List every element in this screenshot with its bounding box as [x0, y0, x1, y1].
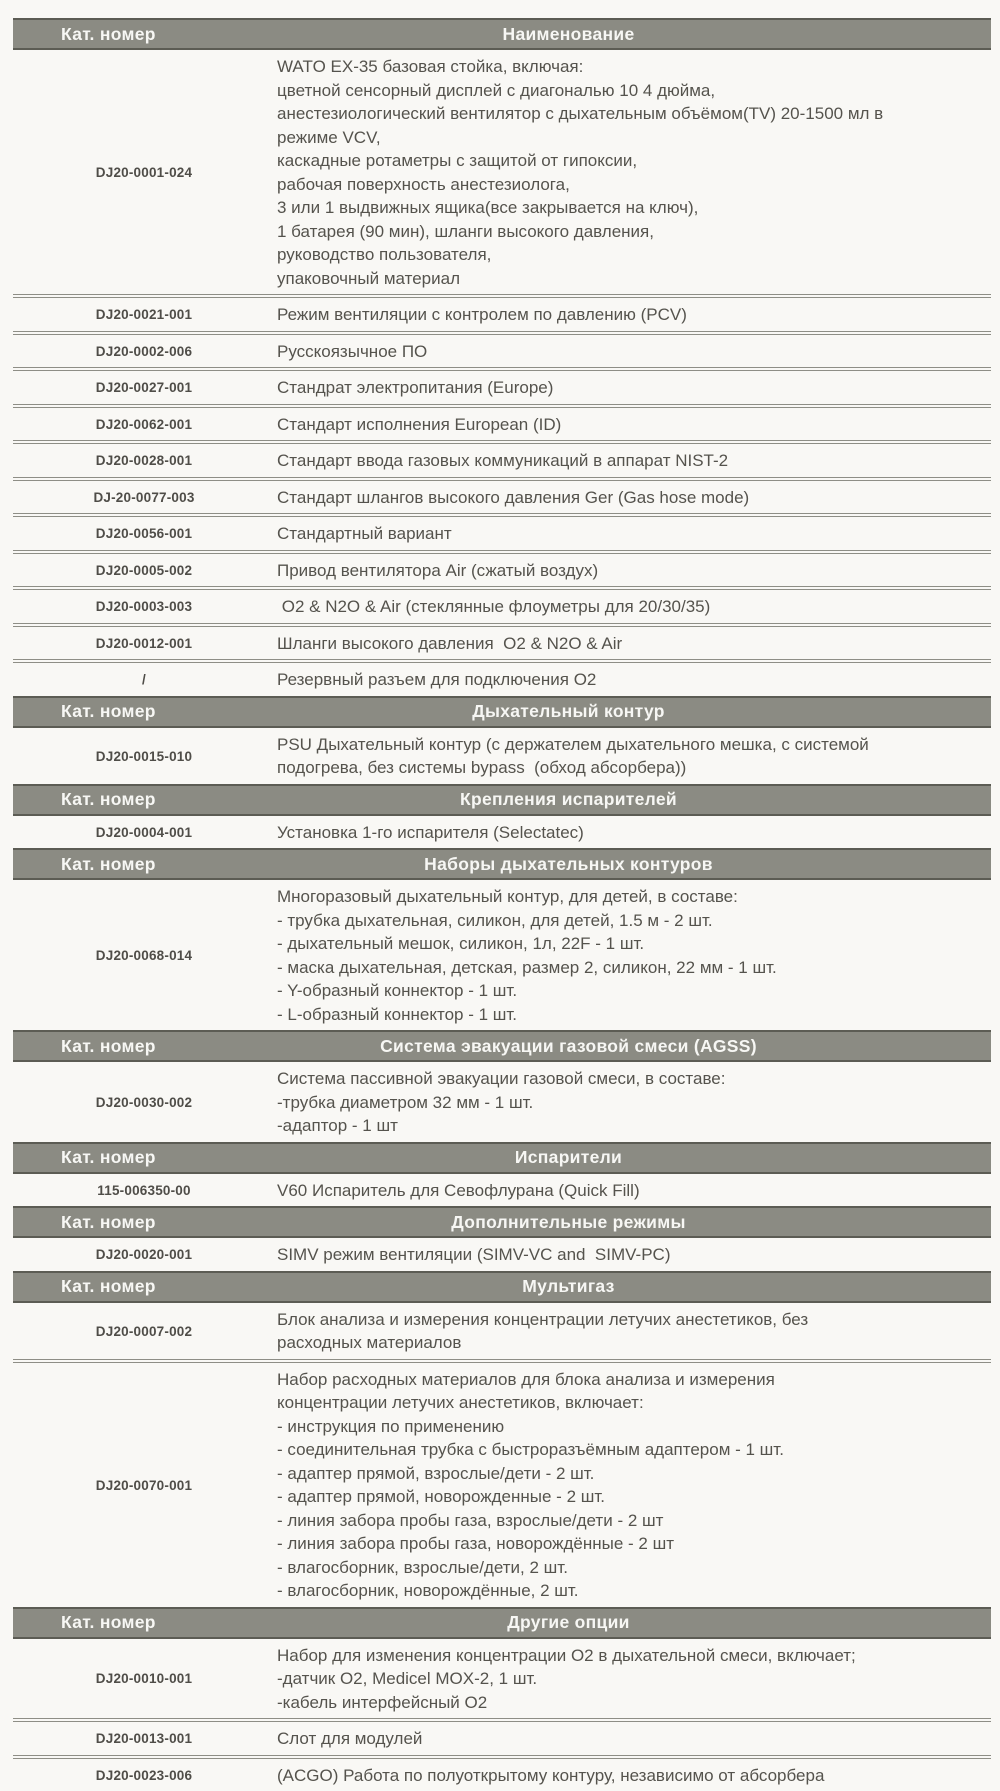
description-line: - влагосборник, новорождённые, 2 шт. — [277, 1579, 985, 1603]
catalog-number-cell: DJ20-0027-001 — [13, 374, 275, 402]
table-row — [13, 663, 991, 696]
description-line: -датчик O2, Medicel MOX-2, 1 шт. — [277, 1667, 985, 1691]
section-title: Крепления испарителей — [266, 789, 991, 810]
table-row — [13, 1174, 991, 1207]
description-cell — [275, 1241, 991, 1269]
table-row — [13, 1639, 991, 1723]
description-line: Система пассивной эвакуации газовой смеси, в составе: — [277, 1067, 985, 1091]
catalog-number-cell: DJ20-0010-001 — [13, 1642, 275, 1717]
description-line: -адаптор - 1 шт — [277, 1114, 985, 1138]
description-line: Набор расходных материалов для блока анализа и измерения — [277, 1368, 985, 1392]
catalog-column-header: Кат. номер — [13, 789, 266, 810]
description-cell — [275, 1642, 991, 1717]
description-line: Привод вентилятора Air (сжатый воздух) — [277, 559, 985, 583]
description-cell — [275, 630, 991, 658]
description-line: цветной сенсорный дисплей с диагональю 10 4 дюйма, — [277, 79, 985, 103]
catalog-number-cell: DJ20-0028-001 — [13, 447, 275, 475]
description-cell — [275, 374, 991, 402]
catalog-number-cell: DJ20-0023-006 — [13, 1762, 275, 1790]
description-line: Стандрат электропитания (Europe) — [277, 376, 985, 400]
description-line: WATO EX-35 базовая стойка, включая: — [277, 55, 985, 79]
section-title: Испарители — [266, 1147, 991, 1168]
catalog-number-cell: DJ20-0007-002 — [13, 1306, 275, 1357]
section-header — [13, 1271, 991, 1303]
table-row — [13, 1759, 991, 1791]
table-row — [13, 554, 991, 591]
description-line: Стандарт ввода газовых коммуникаций в аппарат NIST-2 — [277, 449, 985, 473]
description-line: - соединительная трубка с быстроразъёмным адаптером - 1 шт. — [277, 1438, 985, 1462]
section-header — [13, 696, 991, 728]
description-line: Русскоязычное ПО — [277, 340, 985, 364]
section-header — [13, 1206, 991, 1238]
description-cell — [275, 593, 991, 621]
description-cell — [275, 1366, 991, 1605]
table-row — [13, 627, 991, 664]
description-line: Стандартный вариант — [277, 522, 985, 546]
description-line: упаковочный материал — [277, 267, 985, 291]
description-line: - адаптер прямой, взрослые/дети - 2 шт. — [277, 1462, 985, 1486]
description-cell — [275, 1762, 991, 1790]
description-line: - трубка дыхательная, силикон, для детей, 1.5 м - 2 шт. — [277, 909, 985, 933]
section-header — [13, 1607, 991, 1639]
description-line: Стандарт исполнения European (ID) — [277, 413, 985, 437]
spec-table — [13, 18, 991, 1791]
description-line: PSU Дыхательный контур (с держателем дыхательного мешка, с системой — [277, 733, 985, 757]
description-line: анестезиологический вентилятор с дыхательным объёмом(TV) 20-1500 мл в — [277, 102, 985, 126]
description-line: - влагосборник, взрослые/дети, 2 шт. — [277, 1556, 985, 1580]
description-line: 1 батарея (90 мин), шланги высокого давления, — [277, 220, 985, 244]
description-cell — [275, 301, 991, 329]
description-line: (ACGO) Работа по полуоткрытому контуру, независимо от абсорбера — [277, 1764, 985, 1788]
description-line: Резервный разъем для подключения O2 — [277, 668, 985, 692]
description-line: - L-образный коннектор - 1 шт. — [277, 1003, 985, 1027]
description-cell — [275, 819, 991, 847]
description-cell — [275, 484, 991, 512]
table-row — [13, 728, 991, 784]
section-title: Мультигаз — [266, 1276, 991, 1297]
catalog-column-header: Кат. номер — [13, 854, 266, 875]
description-line: Режим вентиляции с контролем по давлению (PCV) — [277, 303, 985, 327]
description-line: - дыхательный мешок, силикон, 1л, 22F - 1 шт. — [277, 932, 985, 956]
description-line: 3 или 1 выдвижных ящика(все закрывается на ключ), — [277, 196, 985, 220]
description-line: Блок анализа и измерения концентрации летучих анестетиков, без — [277, 1308, 985, 1332]
catalog-number-cell: DJ20-0005-002 — [13, 557, 275, 585]
description-line: - линия забора пробы газа, взрослые/дети - 2 шт — [277, 1509, 985, 1533]
table-row — [13, 1238, 991, 1271]
table-row — [13, 517, 991, 554]
description-line: - адаптер прямой, новорожденные - 2 шт. — [277, 1485, 985, 1509]
table-row — [13, 1303, 991, 1363]
table-row — [13, 1722, 991, 1759]
description-line: режиме VCV, — [277, 126, 985, 150]
catalog-number-cell: DJ20-0015-010 — [13, 731, 275, 782]
description-cell — [275, 557, 991, 585]
description-cell — [275, 1065, 991, 1140]
description-cell — [275, 338, 991, 366]
description-line: O2 & N2O & Air (стеклянные флоуметры для 20/30/35) — [277, 595, 985, 619]
catalog-number-cell: DJ20-0003-003 — [13, 593, 275, 621]
description-line: подогрева, без системы bypass (обход абсорбера)) — [277, 756, 985, 780]
description-line: Многоразовый дыхательный контур, для детей, в составе: — [277, 885, 985, 909]
description-line: руководство пользователя, — [277, 243, 985, 267]
description-cell — [275, 447, 991, 475]
catalog-number-cell: DJ20-0062-001 — [13, 411, 275, 439]
catalog-number-cell: DJ20-0004-001 — [13, 819, 275, 847]
section-title: Дыхательный контур — [266, 701, 991, 722]
catalog-column-header: Кат. номер — [13, 24, 266, 45]
section-title: Наименование — [266, 24, 991, 45]
description-line: Стандарт шлангов высокого давления Ger (Gas hose mode) — [277, 486, 985, 510]
section-header — [13, 848, 991, 880]
section-header — [13, 1142, 991, 1174]
description-cell — [275, 883, 991, 1028]
description-line: Слот для модулей — [277, 1727, 985, 1751]
catalog-number-cell: / — [13, 666, 275, 694]
table-row — [13, 444, 991, 481]
description-line: Установка 1-го испарителя (Selectatec) — [277, 821, 985, 845]
catalog-number-cell: DJ-20-0077-003 — [13, 484, 275, 512]
table-row — [13, 816, 991, 849]
description-cell — [275, 666, 991, 694]
description-line: Набор для изменения концентрации O2 в дыхательной смеси, включает; — [277, 1644, 985, 1668]
table-row — [13, 590, 991, 627]
section-title: Система эвакуации газовой смеси (AGSS) — [266, 1036, 991, 1057]
catalog-column-header: Кат. номер — [13, 1036, 266, 1057]
description-cell — [275, 731, 991, 782]
catalog-number-cell: DJ20-0030-002 — [13, 1065, 275, 1140]
description-line: SIMV режим вентиляции (SIMV-VC and SIMV-PC) — [277, 1243, 985, 1267]
section-header — [13, 18, 991, 50]
catalog-number-cell: 115-006350-00 — [13, 1177, 275, 1205]
description-cell — [275, 411, 991, 439]
table-row — [13, 1062, 991, 1142]
catalog-column-header: Кат. номер — [13, 1612, 266, 1633]
section-title: Другие опции — [266, 1612, 991, 1633]
table-row — [13, 880, 991, 1030]
description-line: рабочая поверхность анестезиолога, — [277, 173, 985, 197]
section-title: Дополнительные режимы — [266, 1212, 991, 1233]
description-line: V60 Испаритель для Севофлурана (Quick Fill) — [277, 1179, 985, 1203]
table-row — [13, 335, 991, 372]
description-cell — [275, 1177, 991, 1205]
description-cell — [275, 1306, 991, 1357]
catalog-number-cell: DJ20-0013-001 — [13, 1725, 275, 1753]
description-line: - маска дыхательная, детская, размер 2, силикон, 22 мм - 1 шт. — [277, 956, 985, 980]
description-line: расходных материалов — [277, 1331, 985, 1355]
catalog-column-header: Кат. номер — [13, 1212, 266, 1233]
catalog-number-cell: DJ20-0020-001 — [13, 1241, 275, 1269]
table-row — [13, 481, 991, 518]
description-line: -трубка диаметром 32 мм - 1 шт. — [277, 1091, 985, 1115]
catalog-number-cell: DJ20-0070-001 — [13, 1366, 275, 1605]
description-line: концентрации летучих анестетиков, включает: — [277, 1391, 985, 1415]
catalog-column-header: Кат. номер — [13, 701, 266, 722]
description-cell — [275, 520, 991, 548]
description-line: -кабель интерфейсный O2 — [277, 1691, 985, 1715]
catalog-column-header: Кат. номер — [13, 1147, 266, 1168]
table-row — [13, 371, 991, 408]
description-line: - линия забора пробы газа, новорождённые - 2 шт — [277, 1532, 985, 1556]
section-header — [13, 784, 991, 816]
catalog-number-cell: DJ20-0021-001 — [13, 301, 275, 329]
table-row — [13, 298, 991, 335]
catalog-number-cell: DJ20-0068-014 — [13, 883, 275, 1028]
catalog-number-cell: DJ20-0012-001 — [13, 630, 275, 658]
section-title: Наборы дыхательных контуров — [266, 854, 991, 875]
catalog-column-header: Кат. номер — [13, 1276, 266, 1297]
catalog-number-cell: DJ20-0002-006 — [13, 338, 275, 366]
table-row — [13, 408, 991, 445]
description-cell — [275, 53, 991, 292]
table-row — [13, 1363, 991, 1607]
table-row — [13, 50, 991, 298]
catalog-number-cell: DJ20-0056-001 — [13, 520, 275, 548]
description-cell — [275, 1725, 991, 1753]
description-line: Шланги высокого давления O2 & N2O & Air — [277, 632, 985, 656]
section-header — [13, 1030, 991, 1062]
description-line: - Y-образный коннектор - 1 шт. — [277, 979, 985, 1003]
catalog-number-cell: DJ20-0001-024 — [13, 53, 275, 292]
description-line: каскадные ротаметры с защитой от гипоксии, — [277, 149, 985, 173]
description-line: - инструкция по применению — [277, 1415, 985, 1439]
